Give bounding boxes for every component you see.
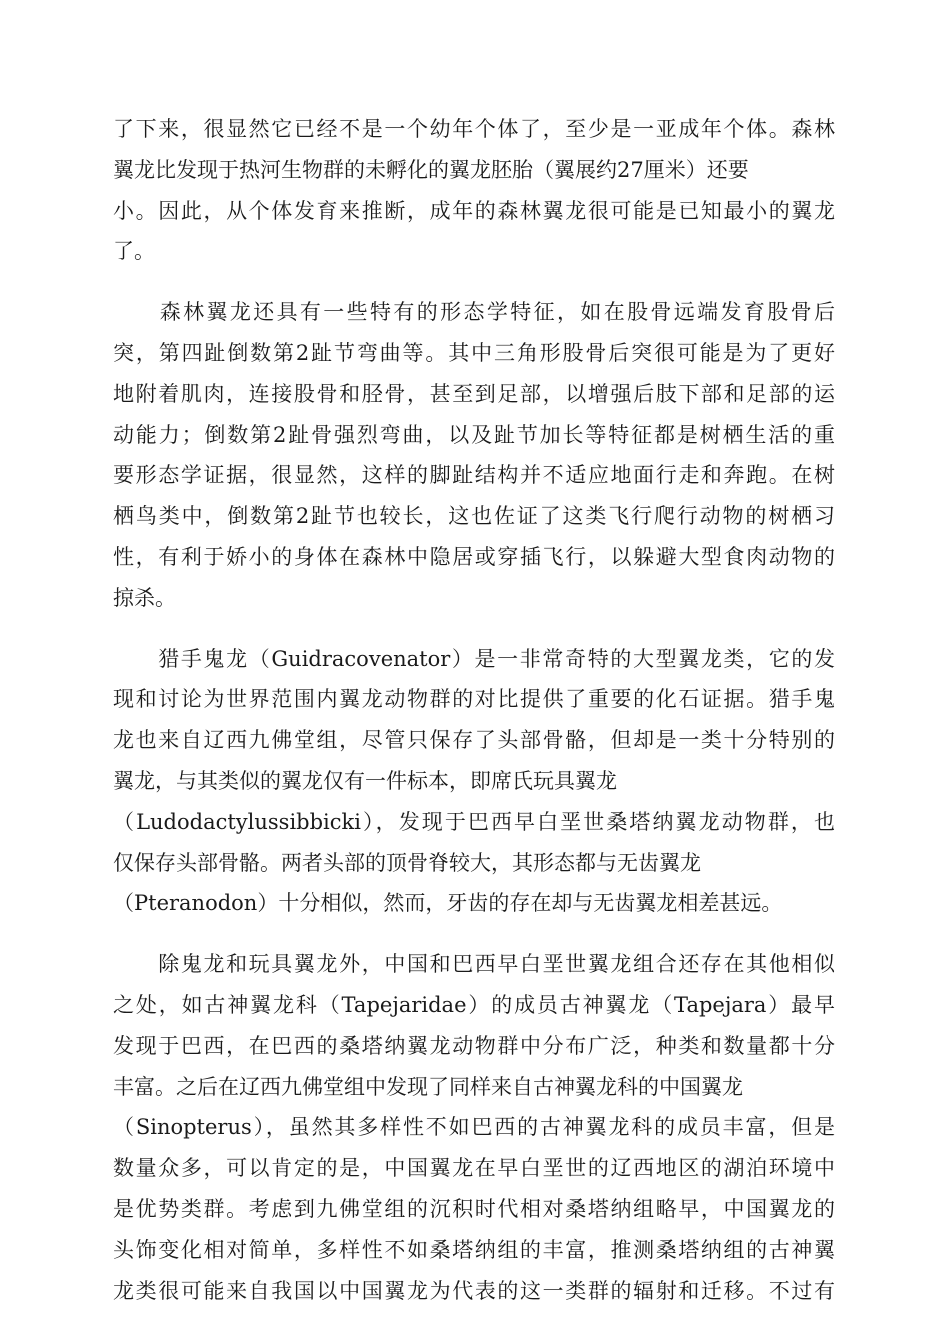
- text-line: 头饰变化相对简单，多样性不如桑塔纳组的丰富，推测桑塔纳组的古神翼: [113, 1237, 835, 1262]
- text-line: （Sinopterus），虽然其多样性不如巴西的古神翼龙科的成员丰富，但是: [113, 1115, 835, 1140]
- text-line: 要形态学证据，很显然，这样的脚趾结构并不适应地面行走和奔跑。在树: [113, 463, 835, 488]
- paragraph-4: [113, 944, 835, 1311]
- text-line: 森林翼龙还具有一些特有的形态学特征，如在股骨远端发育股骨后: [113, 300, 835, 325]
- text-line: 是优势类群。考虑到九佛堂组的沉积时代相对桑塔纳组略早，中国翼龙的: [113, 1196, 835, 1221]
- text-line: 地附着肌肉，连接股骨和胫骨，甚至到足部，以增强后肢下部和足部的运: [113, 381, 835, 406]
- text-line: 性，有利于娇小的身体在森林中隐居或穿插飞行，以躲避大型食肉动物的: [113, 544, 835, 569]
- text-line: 栖鸟类中，倒数第2趾节也较长，这也佐证了这类飞行爬行动物的树栖习: [113, 504, 835, 529]
- article-body: [113, 109, 835, 1331]
- text-line: 现和讨论为世界范围内翼龙动物群的对比提供了重要的化石证据。猎手鬼: [113, 687, 835, 712]
- text-line: 翼龙，与其类似的翼龙仅有一件标本，即席氏玩具翼龙: [113, 768, 617, 793]
- text-line: 翼龙比发现于热河生物群的未孵化的翼龙胚胎（翼展约27厘米）还要: [113, 157, 749, 182]
- text-line: 仅保存头部骨骼。两者头部的顶骨脊较大，其形态都与无齿翼龙: [113, 850, 701, 875]
- text-line: 了。: [113, 239, 155, 264]
- text-line: 之处，如古神翼龙科（Tapejaridae）的成员古神翼龙（Tapejara）最早: [113, 992, 835, 1017]
- paragraph-2: [113, 292, 835, 618]
- text-line: 龙也来自辽西九佛堂组，尽管只保存了头部骨骼，但却是一类十分特别的: [113, 728, 835, 753]
- text-line: （Pteranodon）十分相似，然而，牙齿的存在却与无齿翼龙相差甚远。: [113, 891, 783, 916]
- paragraph-3: [113, 639, 835, 925]
- text-line: 动能力；倒数第2趾骨强烈弯曲，以及趾节加长等特征都是树栖生活的重: [113, 422, 835, 447]
- paragraph-1: [113, 109, 835, 272]
- text-line: 掠杀。: [113, 585, 176, 610]
- text-line: 除鬼龙和玩具翼龙外，中国和巴西早白垩世翼龙组合还存在其他相似: [113, 952, 835, 977]
- text-line: （Ludodactylussibbicki），发现于巴西早白垩世桑塔纳翼龙动物群，也: [113, 809, 835, 834]
- text-line: 龙类很可能来自我国以中国翼龙为代表的这一类群的辐射和迁移。不过有: [113, 1278, 835, 1303]
- text-line: 突，第四趾倒数第2趾节弯曲等。其中三角形股骨后突很可能是为了更好: [113, 340, 835, 365]
- text-line: 小。因此，从个体发育来推断，成年的森林翼龙很可能是已知最小的翼龙: [113, 198, 835, 223]
- text-line: 丰富。之后在辽西九佛堂组中发现了同样来自古神翼龙科的中国翼龙: [113, 1074, 743, 1099]
- text-line: 了下来，很显然它已经不是一个幼年个体了，至少是一亚成年个体。森林: [113, 117, 835, 141]
- text-line: 发现于巴西，在巴西的桑塔纳翼龙动物群中分布广泛，种类和数量都十分: [113, 1033, 835, 1058]
- text-line: 数量众多，可以肯定的是，中国翼龙在早白垩世的辽西地区的湖泊环境中: [113, 1156, 835, 1181]
- text-line: 猎手鬼龙（Guidracovenator）是一非常奇特的大型翼龙类，它的发: [113, 646, 835, 671]
